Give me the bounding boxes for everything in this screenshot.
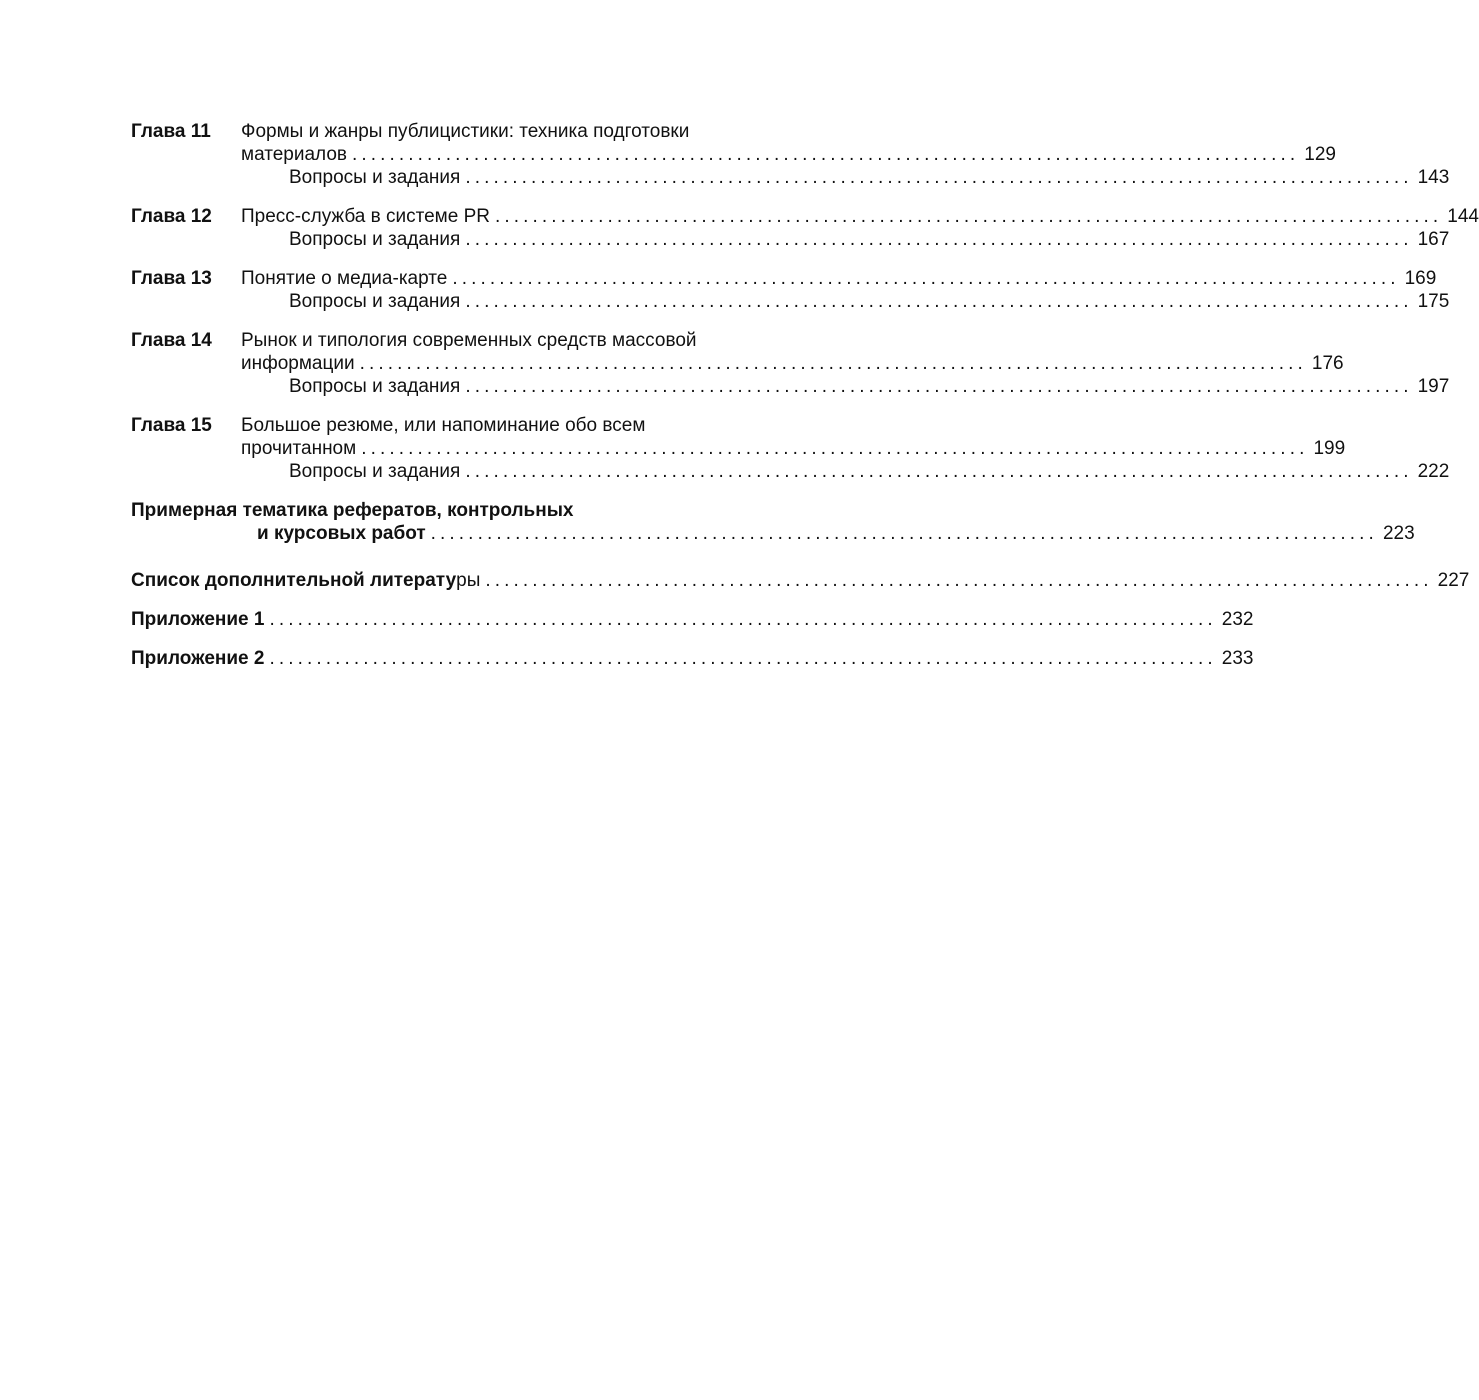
chapter-label: Глава 14: [131, 330, 212, 351]
toc-entry-chapter-15: [131, 414, 841, 437]
page-number: 232: [1221, 609, 1254, 630]
dot-leader: .....................................................................................................: [494, 206, 1443, 227]
literature-title-bold: Список дополнительной литерату: [131, 570, 457, 591]
page-number: 143: [1417, 167, 1450, 188]
page-number: 222: [1417, 461, 1450, 482]
appendix-2-title: Приложение 2: [131, 648, 265, 669]
chapter-title-line1: Формы и жанры публицистики: техника подготовки: [241, 121, 690, 142]
dot-leader: .....................................................................................................: [465, 461, 1413, 482]
page-number: 227: [1437, 570, 1470, 591]
chapter-title-line2: материалов: [241, 144, 347, 165]
toc-leader-line: [241, 437, 1346, 460]
toc-entry-appendix-1: [131, 608, 1254, 631]
chapter-label: Глава 15: [131, 415, 212, 436]
toc-entry-appendix-2: [131, 647, 1254, 670]
chapter-title-line2: прочитанном: [241, 438, 357, 459]
page-number: 144: [1447, 206, 1479, 227]
dot-leader: .....................................................................................................: [465, 229, 1413, 250]
toc-questions: [131, 460, 1450, 483]
toc-line: [131, 352, 1344, 375]
dot-leader: .....................................................................................................: [361, 438, 1309, 459]
toc-line: [131, 522, 1415, 545]
literature-title-tail: ры: [456, 570, 481, 591]
chapter-title: Понятие о медиа-карте: [241, 268, 448, 289]
toc-leader-line: [131, 608, 1254, 631]
page-number: 169: [1404, 268, 1437, 289]
toc-entry-chapter-13: [131, 267, 1437, 290]
literature-title: [131, 569, 480, 592]
toc-leader-line: [241, 352, 1344, 375]
chapter-title-line1: Большое резюме, или напоминание обо всем: [241, 415, 646, 436]
toc-leader-line: [241, 205, 1479, 228]
page-number: 233: [1221, 648, 1254, 669]
toc-leader-line: [131, 647, 1254, 670]
toc-entry-chapter-11: [131, 120, 841, 143]
dot-leader: .....................................................................................................: [351, 144, 1300, 165]
page-number: 176: [1311, 353, 1344, 374]
toc-leader-line: [289, 166, 1450, 189]
toc-leader-line: [241, 143, 1336, 166]
toc-leader-line: [289, 460, 1450, 483]
toc-leader-line: [257, 522, 1415, 545]
table-of-contents: [131, 120, 1479, 670]
chapter-title: Пресс-служба в системе PR: [241, 206, 490, 227]
page-number: 167: [1417, 229, 1450, 250]
dot-leader: .....................................................................................................: [269, 648, 1217, 669]
toc-questions: [131, 166, 1450, 189]
toc-questions: [131, 375, 1450, 398]
chapter-title-line1: Рынок и типология современных средств массовой: [241, 330, 697, 351]
chapter-label: Глава 11: [131, 121, 211, 142]
chapter-label: Глава 13: [131, 268, 212, 289]
appendix-1-title: Приложение 1: [131, 609, 265, 630]
toc-leader-line: [131, 569, 1470, 592]
questions-label: Вопросы и задания: [289, 461, 461, 482]
chapter-title-line2: информации: [241, 353, 355, 374]
toc-line: [131, 143, 1336, 166]
page-number: 223: [1382, 523, 1415, 544]
toc-leader-line: [289, 228, 1450, 251]
questions-label: Вопросы и задания: [289, 376, 461, 397]
toc-questions: [131, 228, 1450, 251]
topics-title-line1: Примерная тематика рефератов, контрольных: [131, 500, 574, 521]
page-number: 129: [1304, 144, 1336, 165]
questions-label: Вопросы и задания: [289, 291, 461, 312]
questions-label: Вопросы и задания: [289, 167, 461, 188]
page-number: 199: [1313, 438, 1346, 459]
toc-questions: [131, 290, 1450, 313]
toc-leader-line: [289, 290, 1450, 313]
toc-leader-line: [289, 375, 1450, 398]
topics-title-line2: и курсовых работ: [257, 523, 426, 544]
toc-entry-topics: [131, 499, 841, 522]
chapter-label: Глава 12: [131, 206, 212, 227]
page-number: 175: [1417, 291, 1450, 312]
toc-entry-chapter-12: [131, 205, 1479, 228]
questions-label: Вопросы и задания: [289, 229, 461, 250]
dot-leader: .....................................................................................................: [465, 376, 1413, 397]
dot-leader: .....................................................................................................: [269, 609, 1217, 630]
dot-leader: .....................................................................................................: [452, 268, 1400, 289]
toc-line: [131, 437, 1346, 460]
toc-entry-chapter-14: [131, 329, 841, 352]
toc-leader-line: [241, 267, 1437, 290]
dot-leader: .....................................................................................................: [430, 523, 1378, 544]
dot-leader: .....................................................................................................: [359, 353, 1307, 374]
page-number: 197: [1417, 376, 1450, 397]
dot-leader: .....................................................................................................: [465, 167, 1413, 188]
dot-leader: .....................................................................................................: [465, 291, 1413, 312]
toc-entry-literature: [131, 569, 1470, 592]
dot-leader: .....................................................................................................: [485, 570, 1433, 591]
